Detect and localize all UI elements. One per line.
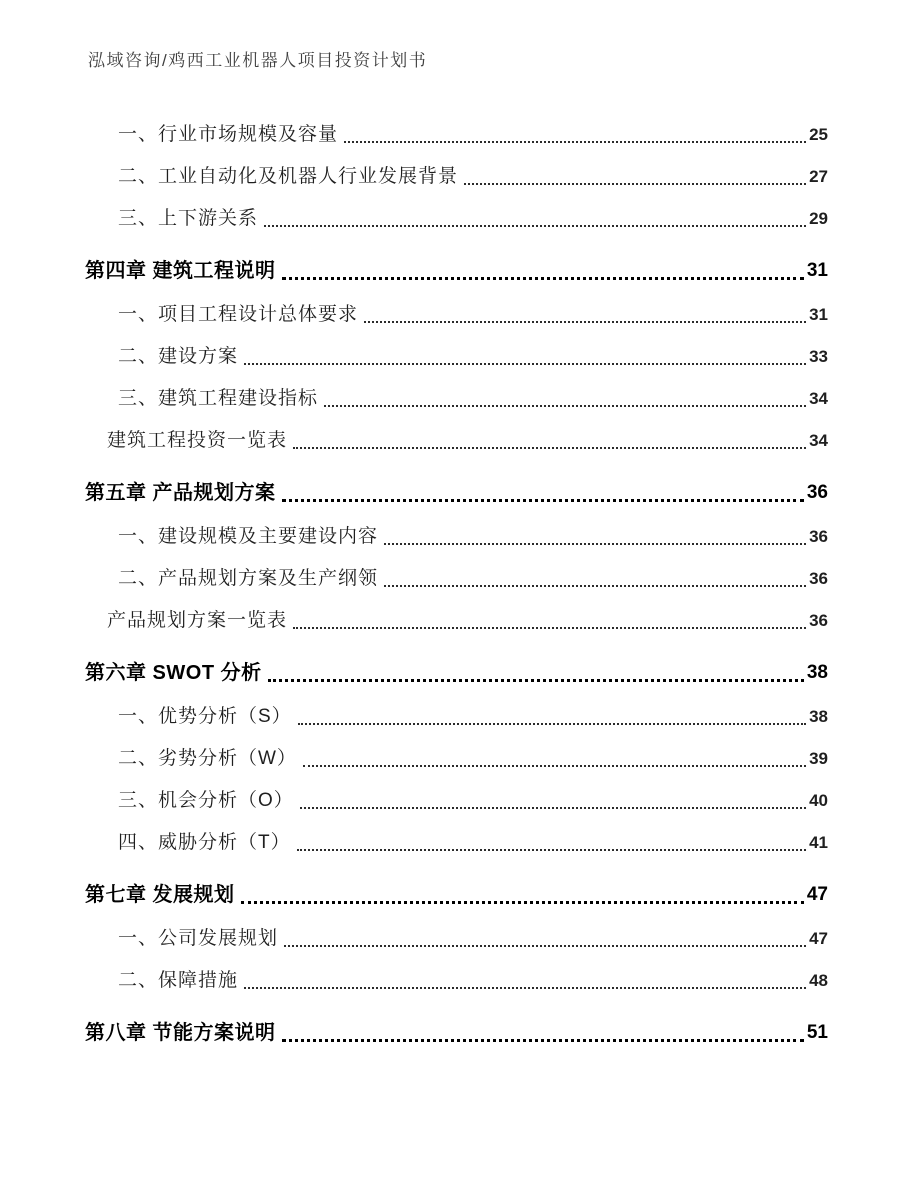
- dot-leader: [384, 585, 806, 587]
- toc-chapter-entry[interactable]: [85, 880, 828, 910]
- toc-entry-label: 一、建设规模及主要建设内容: [118, 526, 379, 547]
- toc-entry-page: 34: [809, 389, 828, 408]
- dot-leader: [364, 321, 806, 323]
- dot-leader: [300, 807, 806, 809]
- toc-entry-page: 36: [809, 569, 828, 588]
- toc-entry-label: 产品规划方案一览表: [107, 610, 288, 631]
- dot-leader: [268, 679, 804, 682]
- toc-entry-page: 36: [806, 482, 828, 503]
- toc-entry-label: 第八章 节能方案说明: [85, 1022, 276, 1044]
- toc-entry-label: 第四章 建筑工程说明: [85, 260, 276, 282]
- dot-leader: [244, 987, 806, 989]
- dot-leader: [282, 277, 804, 280]
- toc-list: [0, 122, 920, 1054]
- toc-entry-page: 36: [809, 527, 828, 546]
- toc-sub-entry[interactable]: [118, 704, 828, 730]
- toc-entry-page: 40: [809, 791, 828, 810]
- toc-entry-page: 41: [809, 833, 828, 852]
- toc-entry-label: 二、产品规划方案及生产纲领: [118, 568, 379, 589]
- toc-sub-entry[interactable]: [118, 830, 828, 856]
- toc-entry-page: 33: [809, 347, 828, 366]
- toc-sub-entry[interactable]: [118, 926, 828, 952]
- toc-sub-entry[interactable]: [107, 608, 828, 634]
- toc-sub-entry[interactable]: [118, 524, 828, 550]
- toc-entry-label: 一、项目工程设计总体要求: [118, 304, 359, 325]
- toc-entry-page: 27: [809, 167, 828, 186]
- toc-chapter-entry[interactable]: [85, 658, 828, 688]
- toc-sub-entry[interactable]: [118, 788, 828, 814]
- toc-entry-page: 38: [806, 662, 828, 683]
- toc-chapter-entry[interactable]: [85, 1018, 828, 1048]
- toc-entry-label: 第七章 发展规划: [85, 884, 235, 906]
- toc-entry-page: 51: [806, 1022, 828, 1043]
- toc-sub-entry[interactable]: [118, 122, 828, 148]
- toc-sub-entry[interactable]: [118, 206, 828, 232]
- toc-entry-label: 二、保障措施: [118, 970, 239, 991]
- toc-entry-label: 一、行业市场规模及容量: [118, 124, 339, 145]
- dot-leader: [344, 141, 806, 143]
- dot-leader: [284, 945, 806, 947]
- toc-entry-label: 三、上下游关系: [118, 208, 259, 229]
- toc-sub-entry[interactable]: [118, 302, 828, 328]
- dot-leader: [241, 901, 804, 904]
- toc-sub-entry[interactable]: [107, 428, 828, 454]
- dot-leader: [298, 723, 806, 725]
- dot-leader: [324, 405, 806, 407]
- dot-leader: [297, 849, 806, 851]
- dot-leader: [303, 765, 806, 767]
- toc-entry-page: 47: [806, 884, 828, 905]
- dot-leader: [282, 1039, 804, 1042]
- toc-entry-page: 48: [809, 971, 828, 990]
- toc-entry-label: 四、威胁分析（T）: [118, 832, 291, 853]
- toc-entry-label: 二、工业自动化及机器人行业发展背景: [118, 166, 459, 187]
- toc-sub-entry[interactable]: [118, 566, 828, 592]
- toc-entry-page: 34: [809, 431, 828, 450]
- dot-leader: [384, 543, 806, 545]
- toc-chapter-entry[interactable]: [85, 478, 828, 508]
- toc-entry-label: 二、建设方案: [118, 346, 239, 367]
- dot-leader: [293, 627, 806, 629]
- dot-leader: [282, 499, 804, 502]
- toc-entry-page: 38: [809, 707, 828, 726]
- toc-entry-page: 36: [809, 611, 828, 630]
- toc-entry-label: 建筑工程投资一览表: [107, 430, 288, 451]
- toc-entry-label: 一、公司发展规划: [118, 928, 279, 949]
- toc-entry-label: 第五章 产品规划方案: [85, 482, 276, 504]
- toc-entry-page: 31: [806, 260, 828, 281]
- toc-sub-entry[interactable]: [118, 386, 828, 412]
- toc-entry-page: 47: [809, 929, 828, 948]
- toc-sub-entry[interactable]: [118, 344, 828, 370]
- toc-entry-label: 二、劣势分析（W）: [118, 748, 297, 769]
- dot-leader: [464, 183, 806, 185]
- toc-sub-entry[interactable]: [118, 164, 828, 190]
- toc-sub-entry[interactable]: [118, 746, 828, 772]
- toc-entry-page: 31: [809, 305, 828, 324]
- document-header: 泓域咨询/鸡西工业机器人项目投资计划书: [88, 51, 428, 70]
- toc-entry-label: 三、机会分析（O）: [118, 790, 294, 811]
- toc-sub-entry[interactable]: [118, 968, 828, 994]
- toc-entry-page: 39: [809, 749, 828, 768]
- toc-entry-page: 25: [809, 125, 828, 144]
- dot-leader: [293, 447, 806, 449]
- toc-chapter-entry[interactable]: [85, 256, 828, 286]
- dot-leader: [264, 225, 806, 227]
- dot-leader: [244, 363, 806, 365]
- toc-entry-page: 29: [809, 209, 828, 228]
- toc-entry-label: 第六章 SWOT 分析: [85, 662, 262, 684]
- toc-entry-label: 一、优势分析（S）: [118, 706, 292, 727]
- toc-entry-label: 三、建筑工程建设指标: [118, 388, 319, 409]
